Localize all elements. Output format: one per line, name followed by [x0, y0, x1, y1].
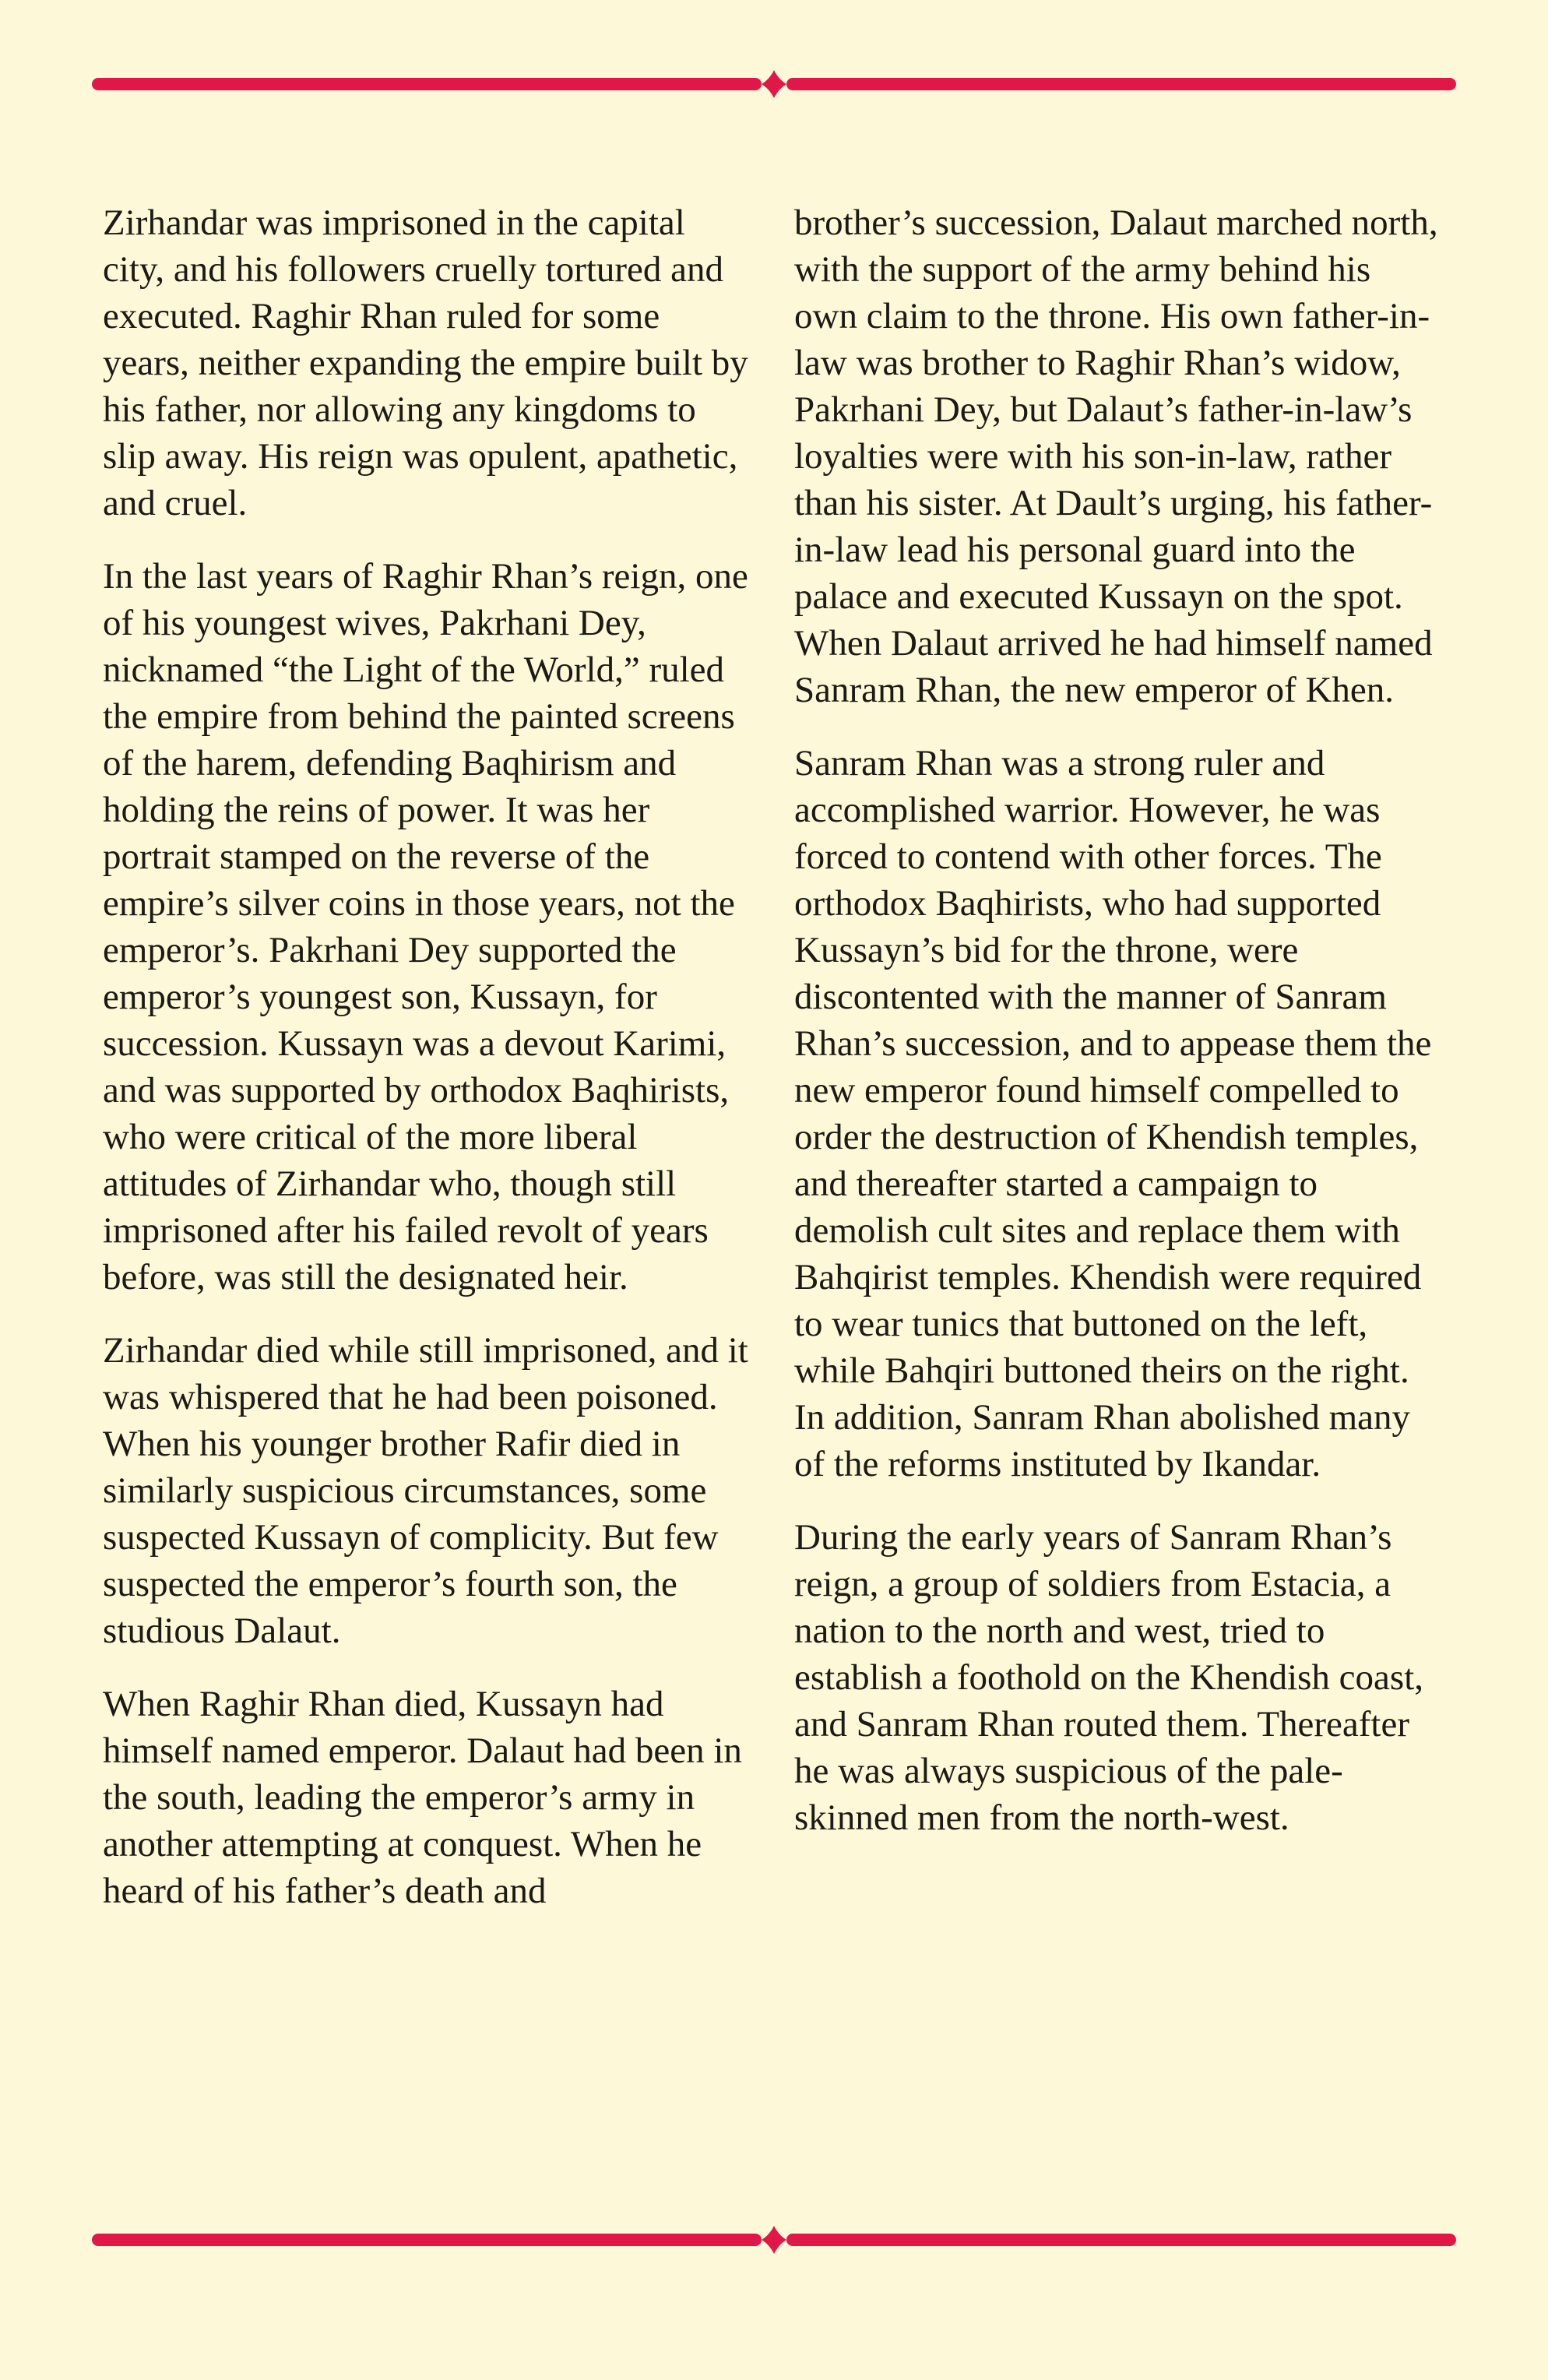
paragraph: Zirhandar died while still imprisoned, and it was whispered that he had been poisoned. When his younger brother Rafir died in similarly suspicious circumstances, some suspected Kussayn of complicity. But few suspected the emperor’s fourth son, the studious Dalaut.	[103, 1330, 748, 1651]
top-rule-right-bar	[786, 78, 1456, 90]
bottom-rule-left-bar	[92, 2234, 762, 2246]
right-column	[794, 199, 1441, 1868]
top-rule-left-bar	[92, 78, 762, 90]
article-body	[103, 199, 1447, 2162]
bottom-ornamental-rule	[92, 2226, 1456, 2254]
paragraph: In the last years of Raghir Rhan’s reign, one of his youngest wives, Pakrhani Dey, nicknamed “the Light of the World,” ruled the empire from behind the painted screens of the harem, defending Baqhirism and holding the reins of power. It was her portrait stamped on the reverse of the empire’s silver coins in those years, not the emperor’s. Pakrhani Dey supported the emperor’s youngest son, Kussayn, for succession. Kussayn was a devout Karimi, and was supported by orthodox Baqhirists, who were critical of the more liberal attitudes of Zirhandar who, though still imprisoned after his failed revolt of years before, was still the designated heir.	[103, 556, 748, 1297]
paragraph: Sanram Rhan was a strong ruler and accomplished warrior. However, he was forced to contend with other forces. The orthodox Baqhirists, who had supported Kussayn’s bid for the throne, were discontented with the manner of Sanram Rhan’s succession, and to appease them the new emperor found himself compelled to order the destruction of Khendish temples, and thereafter started a campaign to demolish cult sites and replace them with Bahqirist temples. Khendish were required to wear tunics that buttoned on the left, while Bahqiri buttoned theirs on the right. In addition, Sanram Rhan abolished many of the reforms instituted by Ikandar.	[794, 743, 1432, 1484]
paragraph: When Raghir Rhan died, Kussayn had himself named emperor. Dalaut had been in the south, leading the emperor’s army in another attempting at conquest. When he heard of his father’s death and	[103, 1684, 742, 1911]
top-rule-center-diamond-icon	[762, 70, 786, 98]
left-column	[103, 199, 749, 1941]
paragraph: During the early years of Sanram Rhan’s reign, a group of soldiers from Estacia, a nation to the north and west, tried to establish a foothold on the Khendish coast, and Sanram Rhan routed them. Thereafter he was always suspicious of the pale-skinned men from the north-west.	[794, 1517, 1423, 1838]
bottom-rule-right-bar	[786, 2234, 1456, 2246]
paragraph: brother’s succession, Dalaut marched north, with the support of the army behind his own claim to the throne. His own father-in-law was brother to Raghir Rhan’s widow, Pakrhani Dey, but Dalaut’s father-in-law’s loyalties were with his son-in-law, rather than his sister. At Dault’s urging, his father-in-law lead his personal guard into the palace and executed Kussayn on the spot. When Dalaut arrived he had himself named Sanram Rhan, the new emperor of Khen.	[794, 202, 1438, 710]
bottom-rule-center-diamond-icon	[762, 2226, 786, 2254]
top-ornamental-rule	[92, 70, 1456, 98]
paragraph: Zirhandar was imprisoned in the capital city, and his followers cruelly tortured and executed. Raghir Rhan ruled for some years, neither expanding the empire built by his father, nor allowing any kingdoms to slip away. His reign was opulent, apathetic, and cruel.	[103, 202, 748, 523]
